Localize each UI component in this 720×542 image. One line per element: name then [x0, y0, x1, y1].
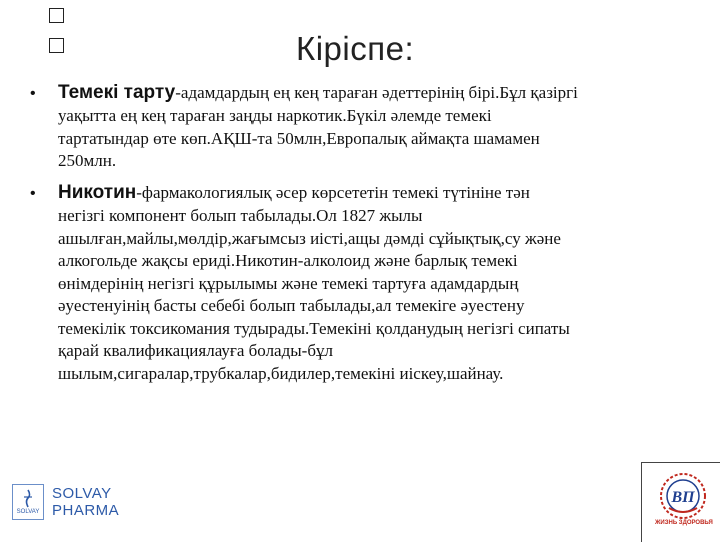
checkbox-icon [49, 38, 64, 53]
pharma-name: PHARMA [52, 502, 120, 519]
bullet-line: ашылған,майлы,мөлдір,жағымсыз иісті,ащы дәмді сұйықтық,су және [58, 228, 561, 248]
bullet-item [30, 182, 690, 385]
slide-title: Кіріспе: [296, 30, 415, 67]
bullet-line: 250млн. [58, 151, 117, 170]
bullet-line: әуестенуінің басты себебі болып табылады,ал темекіге әуестену [58, 296, 525, 315]
bullet-line: темекілік токсикомания тудырады.Темекіні қолданудың негізгі сипаты [58, 318, 570, 338]
bullet-text: -фармакологиялық әсер көрсететін темекі түтініне тән [136, 183, 530, 202]
bullet-dot-icon: • [30, 185, 36, 202]
bullet-item [30, 82, 690, 173]
bullet-term: Темекі тарту [58, 82, 176, 103]
solvay-emblem-icon [12, 484, 44, 520]
solvay-pharma-logo [12, 484, 119, 520]
badge-monogram: ВП [671, 489, 695, 506]
bullet-line: қарай квалификациялауға болады-бұл [58, 341, 333, 360]
badge-caption: ЖИЗНЬ ЗДОРОВЬЯ [655, 520, 713, 526]
bullet-text: -адамдардың ең кең тараған әдеттерінің бірі.Бұл қазіргі [175, 83, 578, 102]
bullet-term: Никотин [58, 182, 137, 203]
bullet-dot-icon: • [30, 85, 36, 102]
bullet-line: шылым,сигаралар,трубкалар,бидилер,темекіні иіскеу,шайнау. [58, 363, 504, 383]
solvay-emblem-figure-icon [21, 489, 35, 509]
solvay-emblem-label: SOLVAY [16, 509, 40, 515]
bullet-line: уақытта ең кең тараған заңды наркотик.Бүкіл әлемде темекі [58, 106, 492, 125]
bullet-line: негізгі компонент болып табылады.Ол 1827 жылы [58, 206, 423, 225]
solvay-name: SOLVAY [52, 485, 112, 502]
bullet-line: алкогольде жақсы ериді.Никотин-алколоид және барлық темекі [58, 251, 518, 270]
bullet-line: өнімдерінің негізгі құрылымы және темекі тартуға адамдардың [58, 273, 519, 293]
bullet-line: тартатындар өте көп.АҚШ-та 50млн,Европалық аймақта шамамен [58, 128, 540, 148]
checkbox-icon [49, 8, 64, 23]
